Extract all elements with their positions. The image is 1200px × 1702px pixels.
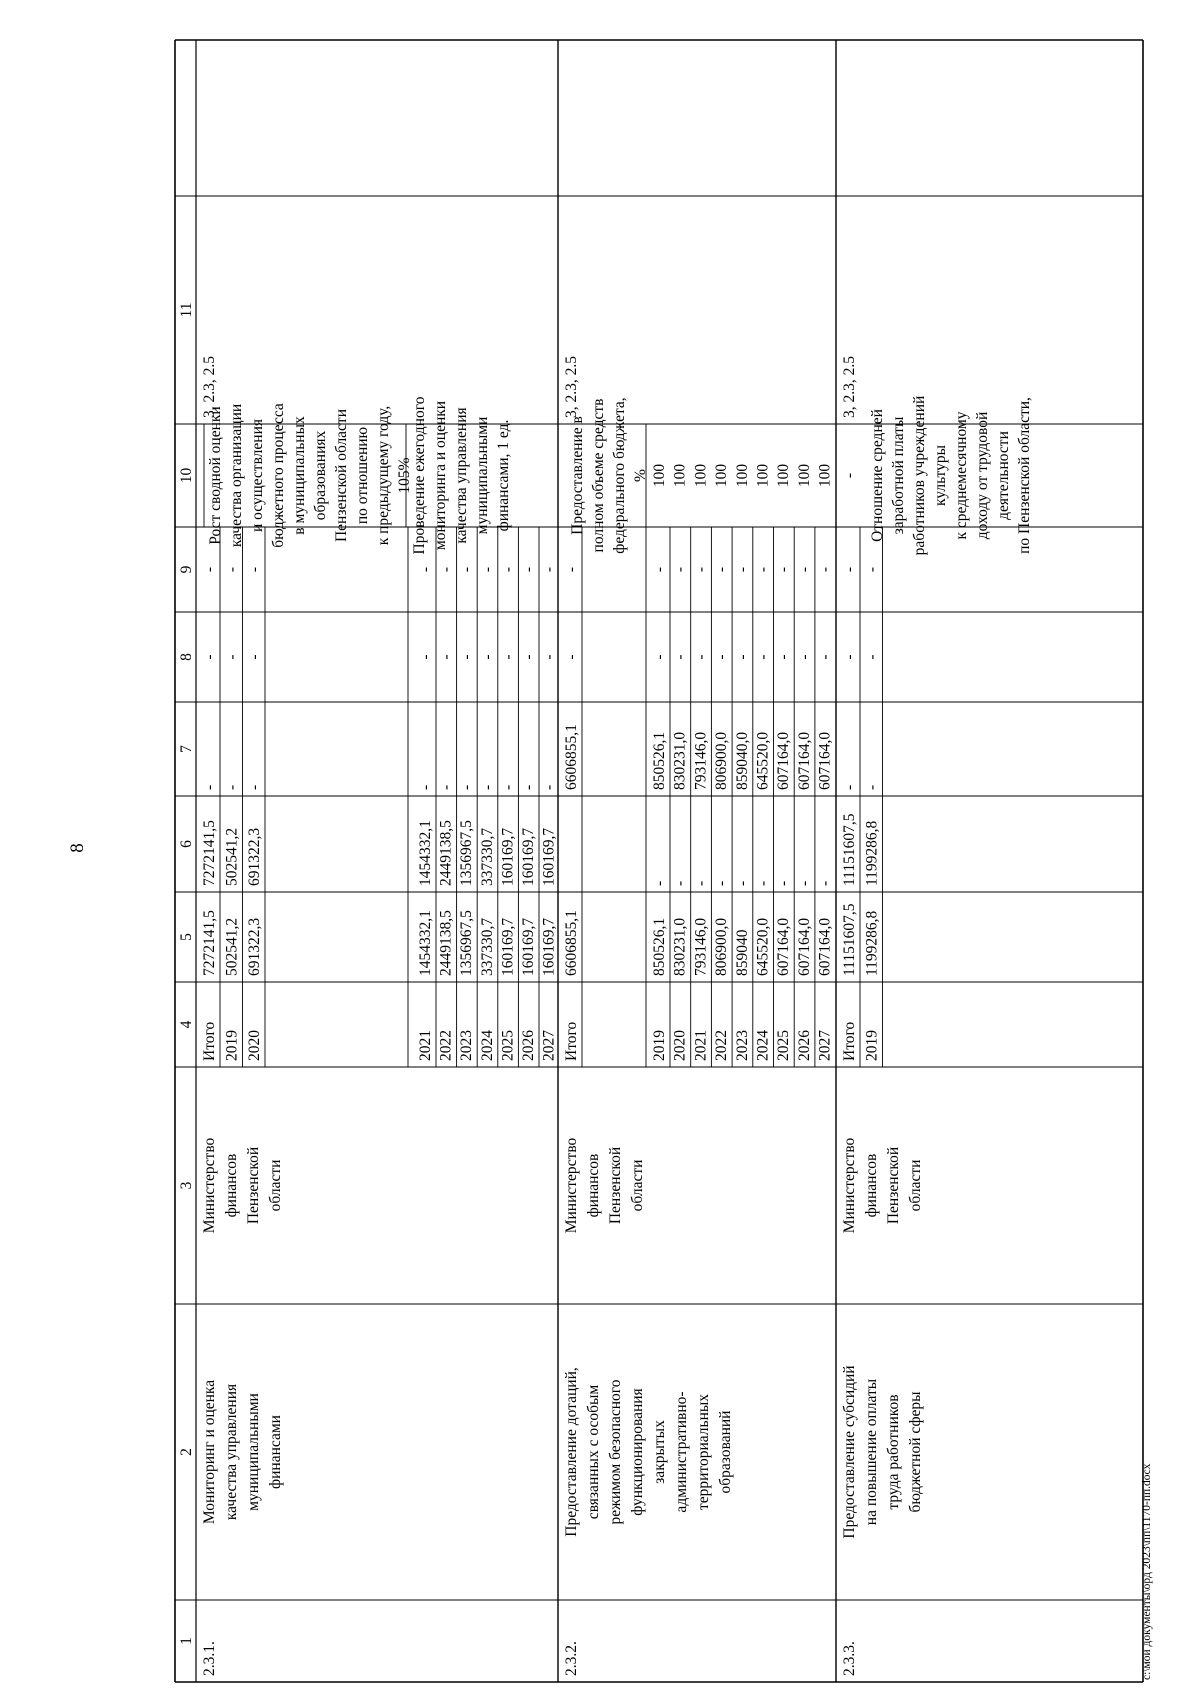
measure-name: образований xyxy=(717,1410,734,1494)
amount-local-cell: - xyxy=(478,654,496,660)
amount-local-cell: - xyxy=(499,654,517,660)
indicator-text: качества организации xyxy=(228,403,245,548)
amount-local-cell: - xyxy=(458,654,476,660)
executor-name: финансов xyxy=(223,1153,240,1218)
year-cell: Итого xyxy=(201,1021,218,1061)
amount-local-cell: - xyxy=(863,654,881,660)
amount-other-cell: - xyxy=(520,566,537,573)
column-header-6: 6 xyxy=(178,840,195,848)
amount-local-cell: - xyxy=(246,654,263,660)
indicator-text: к предыдущему году, xyxy=(375,405,392,546)
amount-regional-cell: 160169,7 xyxy=(540,827,558,886)
amount-total-cell: 645520,0 xyxy=(754,917,772,976)
amount-regional-cell: - xyxy=(671,880,689,886)
amount-federal-cell: - xyxy=(246,784,263,790)
indicator-text: 105% xyxy=(396,457,413,494)
executor-name: Пензенской xyxy=(607,1146,624,1225)
year-cell: 2026 xyxy=(795,1030,813,1061)
amount-local-cell: - xyxy=(520,654,537,660)
indicator-text: финансами, 1 ед. xyxy=(495,419,512,532)
amount-local-cell: - xyxy=(223,654,241,660)
amount-other-cell: - xyxy=(692,566,710,573)
amount-total-cell: 793146,0 xyxy=(692,917,710,976)
budget-measures-table xyxy=(175,40,1143,1682)
executor-name: Министерство xyxy=(841,1137,858,1234)
amount-local-cell: - xyxy=(754,654,772,660)
year-cell: 2020 xyxy=(246,1030,263,1061)
column-header-9: 9 xyxy=(178,565,195,574)
amount-local-cell: - xyxy=(795,654,813,660)
amount-other-cell: - xyxy=(223,566,241,573)
amount-federal-cell: - xyxy=(437,784,455,790)
indicator-value-cell: 100 xyxy=(671,463,689,488)
amount-regional-cell: 160169,7 xyxy=(499,827,517,886)
amount-regional-cell: - xyxy=(775,880,793,886)
measure-name: финансами xyxy=(267,1415,284,1489)
executor-name: финансов xyxy=(585,1153,602,1218)
amount-total-cell: 607164,0 xyxy=(775,917,793,976)
year-cell: 2027 xyxy=(816,1030,834,1061)
amount-federal-cell: 850526,1 xyxy=(651,731,668,790)
amount-total-cell: 1199286,8 xyxy=(863,910,881,976)
amount-local-cell: - xyxy=(775,654,793,660)
measure-name: функционирования xyxy=(629,1388,646,1516)
amount-local-cell: - xyxy=(563,654,580,660)
amount-total-cell: 160169,7 xyxy=(520,917,537,976)
amount-other-cell: - xyxy=(671,566,689,573)
indicator-text: в муниципальных xyxy=(291,416,308,535)
year-cell: 2022 xyxy=(713,1030,731,1061)
amount-local-cell: - xyxy=(417,654,434,660)
indicator-text: мониторинга и оценки xyxy=(432,400,449,551)
amount-federal-cell: - xyxy=(540,784,558,790)
indicator-reference: 3, 2.3, 2.5 xyxy=(841,356,858,418)
amount-other-cell: - xyxy=(713,566,731,573)
indicator-text: доходу от трудовой xyxy=(974,411,991,540)
amount-regional-cell: - xyxy=(816,880,834,886)
amount-regional-cell: - xyxy=(733,880,751,886)
amount-total-cell: 1356967,5 xyxy=(458,910,476,976)
indicator-text: бюджетного процесса xyxy=(270,403,287,548)
indicator-value-cell: 100 xyxy=(692,463,710,488)
measure-name: муниципальными xyxy=(245,1393,262,1511)
amount-federal-cell: - xyxy=(478,784,496,790)
amount-other-cell: - xyxy=(816,566,834,573)
amount-local-cell: - xyxy=(651,654,668,660)
indicator-text: по Пензенской области, xyxy=(1016,397,1033,554)
column-header-10: 10 xyxy=(178,467,195,484)
amount-other-cell: - xyxy=(201,566,218,573)
amount-other-cell: - xyxy=(863,566,881,573)
amount-regional-cell: 1199286,8 xyxy=(863,820,881,886)
indicator-text: Отношение средней xyxy=(869,409,886,542)
column-header-7: 7 xyxy=(178,745,195,753)
amount-total-cell: 6606855,1 xyxy=(563,910,580,976)
amount-other-cell: - xyxy=(540,566,558,573)
amount-federal-cell: 607164,0 xyxy=(795,731,813,790)
indicator-reference: 3, 2.3, 2.5 xyxy=(201,356,218,418)
column-header-3: 3 xyxy=(178,1181,195,1190)
amount-regional-cell: - xyxy=(692,880,710,886)
amount-other-cell: - xyxy=(563,566,580,573)
amount-federal-cell: - xyxy=(499,784,517,790)
measure-name: закрытых xyxy=(651,1420,668,1484)
amount-total-cell: 337330,7 xyxy=(478,917,496,976)
indicator-text: % xyxy=(632,469,649,482)
indicator-value-cell: 100 xyxy=(733,463,751,488)
indicator-text: заработной платы xyxy=(890,416,907,535)
amount-other-cell: - xyxy=(458,566,476,573)
column-header-1: 1 xyxy=(178,1637,195,1645)
amount-total-cell: 502541,2 xyxy=(223,917,241,976)
amount-other-cell: - xyxy=(733,566,751,573)
measure-name: режимом безопасного xyxy=(607,1379,624,1525)
year-cell: 2025 xyxy=(499,1030,517,1061)
amount-regional-cell: - xyxy=(795,880,813,886)
amount-federal-cell: 830231,0 xyxy=(671,731,689,790)
executor-name: области xyxy=(907,1159,924,1212)
measure-name: качества управления xyxy=(223,1383,240,1521)
executor-name: Пензенской xyxy=(245,1146,262,1225)
indicator-text: культуры xyxy=(932,444,949,507)
year-cell: 2024 xyxy=(478,1030,496,1061)
amount-regional-cell: 11151607,5 xyxy=(841,813,858,886)
section-number: 2.3.3. xyxy=(841,1641,858,1676)
year-cell: 2023 xyxy=(733,1030,751,1061)
amount-total-cell: 1454332,1 xyxy=(417,910,434,976)
year-cell: 2022 xyxy=(437,1030,455,1061)
column-header-11: 11 xyxy=(178,302,195,318)
amount-regional-cell: 7272141,5 xyxy=(201,820,218,886)
indicator-text: и осуществления xyxy=(249,418,266,533)
amount-local-cell: - xyxy=(540,654,558,660)
year-cell: 2023 xyxy=(458,1030,476,1061)
amount-federal-cell: 793146,0 xyxy=(692,731,710,790)
year-cell: 2020 xyxy=(671,1030,689,1061)
indicator-text: муниципальными xyxy=(474,416,491,535)
amount-regional-cell: 1356967,5 xyxy=(458,820,476,886)
year-cell: 2019 xyxy=(651,1030,668,1061)
measure-name: связанных с особым xyxy=(585,1384,602,1520)
indicator-value-cell: 100 xyxy=(816,463,834,488)
amount-other-cell: - xyxy=(651,566,668,573)
amount-total-cell: 691322,3 xyxy=(246,917,263,976)
indicator-text: работников учреждений xyxy=(911,395,928,556)
amount-total-cell: 7272141,5 xyxy=(201,910,218,976)
column-header-5: 5 xyxy=(178,933,195,941)
indicator-value-cell: 100 xyxy=(713,463,731,488)
year-cell: 2024 xyxy=(754,1030,772,1061)
amount-regional-cell: 1454332,1 xyxy=(417,820,434,886)
amount-regional-cell: 502541,2 xyxy=(223,827,241,886)
indicator-value-cell: 100 xyxy=(651,463,668,488)
amount-regional-cell: - xyxy=(651,880,668,886)
column-header-4: 4 xyxy=(178,1020,195,1029)
indicator-text: деятельности xyxy=(995,431,1012,520)
executor-name: области xyxy=(629,1159,646,1212)
amount-other-cell: - xyxy=(417,566,434,573)
amount-other-cell: - xyxy=(754,566,772,573)
indicator-value-cell: 100 xyxy=(775,463,793,488)
amount-other-cell: - xyxy=(437,566,455,573)
executor-name: финансов xyxy=(863,1153,880,1218)
amount-total-cell: 806900,0 xyxy=(713,917,731,976)
amount-federal-cell: - xyxy=(841,784,858,790)
amount-other-cell: - xyxy=(795,566,813,573)
indicator-text: по отношению xyxy=(354,426,371,525)
amount-federal-cell: - xyxy=(417,784,434,790)
amount-other-cell: - xyxy=(775,566,793,573)
amount-total-cell: 859040 xyxy=(733,929,751,976)
indicator-value-cell: - xyxy=(841,472,858,479)
amount-total-cell: 160169,7 xyxy=(540,917,558,976)
measure-name: административно- xyxy=(673,1391,690,1513)
measure-name: труда работников xyxy=(885,1394,902,1510)
amount-other-cell: - xyxy=(246,566,263,573)
amount-regional-cell: - xyxy=(713,880,731,886)
amount-local-cell: - xyxy=(671,654,689,660)
indicator-value-cell: 100 xyxy=(795,463,813,488)
amount-federal-cell: - xyxy=(863,784,881,790)
amount-local-cell: - xyxy=(713,654,731,660)
amount-local-cell: - xyxy=(201,654,218,660)
amount-federal-cell: 607164,0 xyxy=(775,731,793,790)
indicator-text: Проведение ежегодного xyxy=(411,396,428,555)
amount-federal-cell: - xyxy=(223,784,241,790)
measure-name: Предоставление дотаций, xyxy=(563,1367,580,1537)
column-header-8: 8 xyxy=(178,653,195,661)
indicator-text: к среднемесячному xyxy=(953,411,970,540)
section-number: 2.3.1. xyxy=(201,1641,218,1676)
amount-total-cell: 607164,0 xyxy=(795,917,813,976)
amount-regional-cell: 2449138,5 xyxy=(437,820,455,886)
executor-name: Министерство xyxy=(201,1137,218,1234)
amount-total-cell: 607164,0 xyxy=(816,917,834,976)
measure-name: бюджетной сферы xyxy=(907,1391,924,1513)
amount-federal-cell: 806900,0 xyxy=(713,731,731,790)
indicator-value-cell: 100 xyxy=(754,463,772,488)
indicator-text: образованиях xyxy=(312,430,329,521)
measure-name: Мониторинг и оценка xyxy=(201,1379,218,1525)
amount-regional-cell: 691322,3 xyxy=(246,827,263,886)
indicator-text: полном объеме средств xyxy=(590,398,607,553)
amount-federal-cell: - xyxy=(520,784,537,790)
amount-local-cell: - xyxy=(816,654,834,660)
year-cell: 2019 xyxy=(863,1030,881,1061)
indicator-text: качества управления xyxy=(453,407,470,544)
year-cell: 2019 xyxy=(223,1030,241,1061)
executor-name: Министерство xyxy=(563,1137,580,1234)
amount-total-cell: 830231,0 xyxy=(671,917,689,976)
executor-name: области xyxy=(267,1159,284,1212)
year-cell: 2026 xyxy=(520,1030,537,1061)
year-cell: 2021 xyxy=(417,1030,434,1061)
indicator-text: Предоставление в xyxy=(569,416,586,535)
indicator-text: федерального бюджета, xyxy=(611,397,628,554)
amount-federal-cell: - xyxy=(458,784,476,790)
amount-regional-cell: 337330,7 xyxy=(478,827,496,886)
amount-local-cell: - xyxy=(733,654,751,660)
year-cell: Итого xyxy=(841,1021,858,1061)
amount-local-cell: - xyxy=(437,654,455,660)
amount-total-cell: 11151607,5 xyxy=(841,903,858,976)
amount-total-cell: 2449138,5 xyxy=(437,910,455,976)
year-cell: 2027 xyxy=(540,1030,558,1061)
footer-file-path: c:\мои документы\орд 2023\пп\1170-пп.docx xyxy=(1141,1463,1153,1680)
measure-name: Предоставление субсидий xyxy=(841,1365,858,1539)
amount-federal-cell: 859040,0 xyxy=(733,731,751,790)
amount-other-cell: - xyxy=(499,566,517,573)
section-number: 2.3.2. xyxy=(563,1641,580,1676)
column-header-2: 2 xyxy=(178,1448,195,1456)
indicator-reference: 3, 2.3, 2.5 xyxy=(563,356,580,418)
amount-total-cell: 850526,1 xyxy=(651,917,668,976)
amount-local-cell: - xyxy=(841,654,858,660)
amount-total-cell: 160169,7 xyxy=(499,917,517,976)
indicator-text: Пензенской области xyxy=(333,408,350,543)
measure-name: на повышение оплаты xyxy=(863,1378,880,1526)
amount-other-cell: - xyxy=(478,566,496,573)
year-cell: 2025 xyxy=(775,1030,793,1061)
indicator-text: Рост сводной оценки xyxy=(207,406,224,545)
year-cell: 2021 xyxy=(692,1030,710,1061)
executor-name: Пензенской xyxy=(885,1146,902,1225)
amount-regional-cell: - xyxy=(754,880,772,886)
amount-federal-cell: 645520,0 xyxy=(754,731,772,790)
measure-name: территориальных xyxy=(695,1393,712,1511)
page-number: 8 xyxy=(67,843,88,853)
year-cell: Итого xyxy=(563,1021,580,1061)
amount-regional-cell: 160169,7 xyxy=(520,827,537,886)
amount-federal-cell: 6606855,1 xyxy=(563,724,580,790)
amount-other-cell: - xyxy=(841,566,858,573)
amount-federal-cell: 607164,0 xyxy=(816,731,834,790)
amount-local-cell: - xyxy=(692,654,710,660)
amount-federal-cell: - xyxy=(201,784,218,790)
